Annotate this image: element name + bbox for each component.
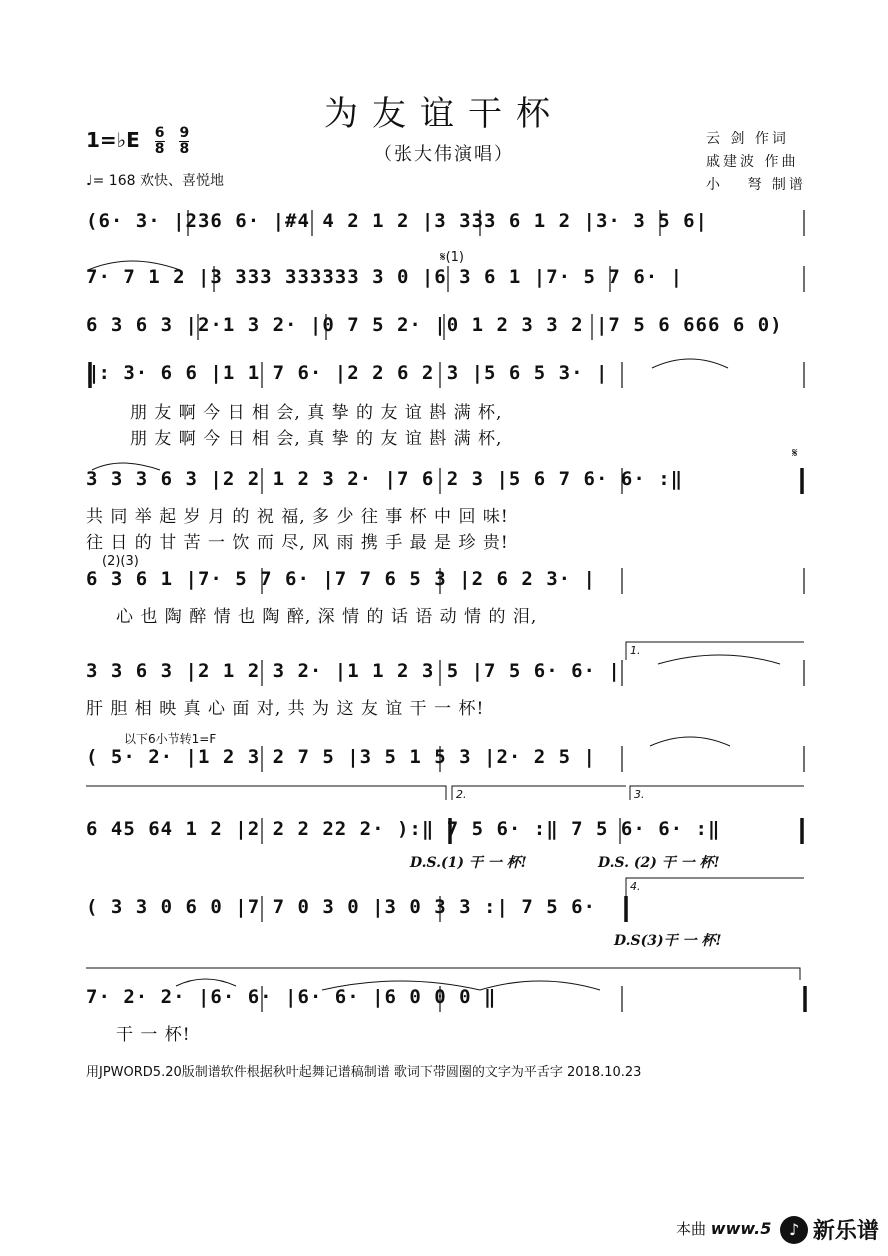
system-9-notes: 6 45 64 1 2 |2 2 2 22 2· ):‖ 7 5 6· :‖ 7 5 6· 6· :‖ <box>86 818 721 840</box>
site-logo <box>676 1214 879 1245</box>
system-4-lyric-2: 朋 友 啊 今 日 相 会, 真 挚 的 友 谊 斟 满 杯, <box>130 429 503 449</box>
logo-url: www.5 <box>710 1219 772 1238</box>
system-8-notes: ( 5· 2· |1 2 3 2 7 5 |3 5 1 5 3 |2· 2 5 | <box>86 746 596 768</box>
ds-1-text: D.S.(1) 干 一 杯! <box>410 855 527 871</box>
system-6-lyric-1: 心 也 陶 醉 情 也 陶 醉, 深 情 的 话 语 动 情 的 泪, <box>116 607 538 627</box>
music-note-icon: ♪ <box>780 1216 808 1244</box>
time-signature-a: $\frac{6}{8}$ <box>154 125 165 157</box>
segno-end-mark: 𝄋 <box>792 446 798 461</box>
system-7-lyric-1: 肝 胆 相 映 真 心 面 对, 共 为 这 友 谊 干 一 杯! <box>86 699 485 719</box>
segno-mark: 𝄋(1) <box>440 250 465 265</box>
system-1-notes: (6· 3· |236 6· |#4 4 2 1 2 |3 333 6 1 2 |3· 3 5 6| <box>86 210 708 232</box>
system-5-notes: 3 3 3 6 3 |2 2 1 2 3 2· |7 6 2 3 |5 6 7 6· 6· :‖ <box>86 468 684 490</box>
system-5-lyric-2: 往 日 的 甘 苦 一 饮 而 尽, 风 雨 携 手 最 是 珍 贵! <box>86 533 509 553</box>
system-11-notes: 7· 2· 2· |6· 6· |6· 6· |6 0 0 0 ‖ <box>86 986 497 1008</box>
ds-2-text: D.S. (2) 干 一 杯! <box>598 855 720 871</box>
logo-brand: 新乐谱 <box>812 1219 879 1244</box>
volta-4-label: 4. <box>630 880 641 893</box>
system-5-lyric-1: 共 同 举 起 岁 月 的 祝 福, 多 少 往 事 杯 中 回 味! <box>86 507 509 527</box>
volta-1-label: 1. <box>630 644 641 657</box>
system-6-notes: 6 3 6 1 |7· 5 7 6· |7 7 6 5 3 |2 6 2 3· | <box>86 568 596 590</box>
transcriber: 小 弩 制谱 <box>706 177 806 193</box>
system-10-notes: ( 3 3 0 6 0 |7 7 0 3 0 |3 0 3 3 :| 7 5 6· <box>86 896 596 918</box>
repeat-pass-mark: (2)(3) <box>102 554 139 569</box>
lyricist: 云 剑 作词 <box>706 131 789 147</box>
modulation-note: 以下6小节转1=F <box>124 732 217 746</box>
volta-3-label: 3. <box>634 788 645 801</box>
system-11-lyric-1: 干 一 杯! <box>116 1025 191 1045</box>
footer-note: 用JPWORD5.20版制谱软件根据秋叶起舞记谱稿制谱 歌词下带圆圈的文字为平舌字 2018.10.23 <box>86 1065 642 1080</box>
tempo-marking: ♩= 168 欢快、喜悦地 <box>86 173 224 189</box>
time-signature-b: $\frac{9}{8}$ <box>179 125 190 157</box>
system-2-notes: 7· 7 1 2 |3 333 333333 3 0 |6 3 6 1 |7· 5 7 6· | <box>86 266 684 288</box>
system-4-lyric-1: 朋 友 啊 今 日 相 会, 真 挚 的 友 谊 斟 满 杯, <box>130 403 503 423</box>
performer-subtitle: （张大伟演唱） <box>374 144 514 165</box>
logo-prefix: 本曲 <box>676 1220 707 1238</box>
volta-2-label: 2. <box>456 788 467 801</box>
key-label: 1=♭E <box>86 128 140 152</box>
system-7-notes: 3 3 6 3 |2 1 2 3 2· |1 1 2 3 5 |7 5 6· 6· | <box>86 660 621 682</box>
ds-3-text: D.S(3)干 一 杯! <box>614 933 722 949</box>
song-title: 为友谊干杯 <box>324 94 564 134</box>
system-4-notes: ‖: 3· 6 6 |1 1 7 6· |2 2 6 2 3 |5 6 5 3· | <box>86 362 609 384</box>
composer: 戚建波 作曲 <box>706 154 799 170</box>
system-3-notes: 6 3 6 3 |2·1 3 2· |0 7 5 2· |0 1 2 3 3 2 |7 5 6 666 6 0) <box>86 314 783 336</box>
